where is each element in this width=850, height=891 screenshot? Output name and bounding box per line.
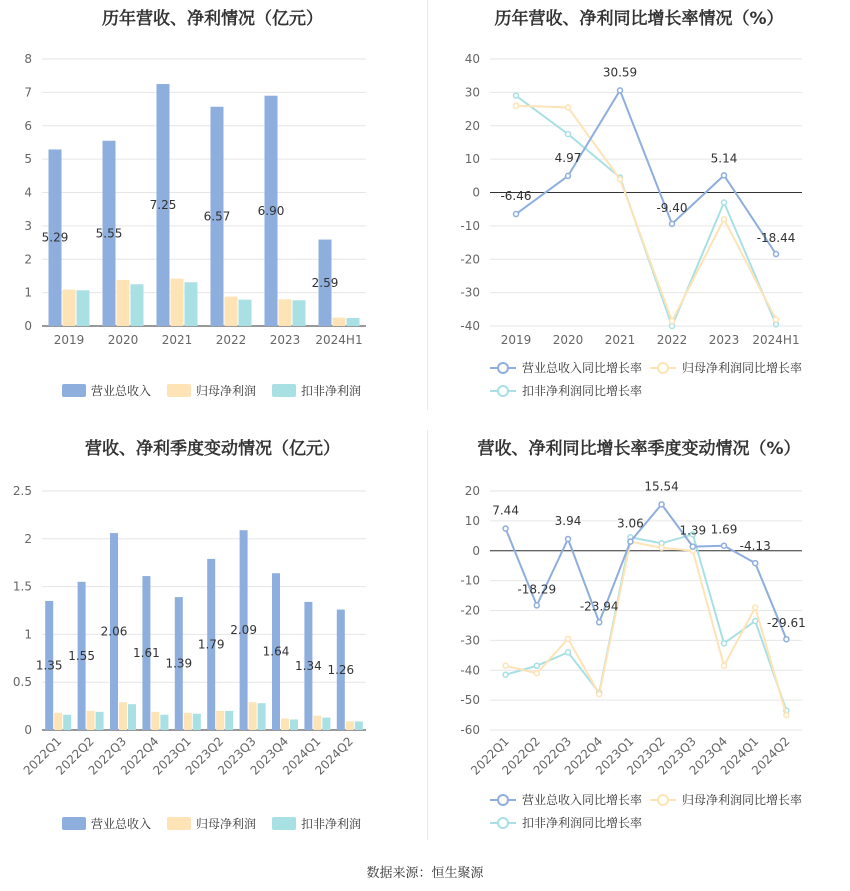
- chart-quarterly-growth: [428, 430, 850, 840]
- legend-swatch: [62, 817, 86, 830]
- line-data-label: 4.97: [554, 150, 582, 165]
- data-point: [514, 93, 519, 98]
- y-tick-label: 0.5: [12, 675, 32, 690]
- y-tick-label: 2.5: [12, 484, 32, 498]
- data-point: [722, 173, 727, 178]
- bar-data-label: 2.59: [311, 275, 339, 290]
- data-point: [774, 252, 779, 257]
- data-point: [566, 636, 571, 641]
- y-tick-label: 30: [464, 85, 480, 100]
- bar: [151, 712, 159, 730]
- bar: [322, 718, 330, 730]
- bar-data-label: 2.06: [100, 624, 128, 639]
- data-point: [534, 603, 539, 608]
- bar-data-label: 2.09: [230, 623, 257, 638]
- bar-data-label: 1.34: [295, 658, 322, 673]
- x-tick-label: 2021: [161, 333, 193, 347]
- chart-annual-revenue-profit: [0, 0, 425, 410]
- bar: [281, 719, 289, 730]
- x-tick-label: 2024Q2: [312, 734, 356, 778]
- bar-data-label: 1.61: [133, 646, 160, 661]
- y-tick-label: 1: [24, 285, 32, 300]
- y-tick-label: 7: [24, 85, 32, 100]
- y-tick-label: 2: [24, 252, 32, 267]
- data-point: [774, 317, 779, 322]
- data-point: [659, 545, 664, 550]
- y-tick-label: -60: [460, 723, 480, 737]
- chart-quarterly-revenue-profit: [0, 430, 425, 840]
- line-data-label: -18.29: [517, 582, 557, 597]
- data-point: [784, 713, 789, 718]
- bar: [87, 711, 95, 730]
- data-point: [670, 318, 675, 323]
- y-tick-label: -50: [460, 693, 480, 708]
- y-tick-label: 0: [24, 723, 32, 737]
- legend-swatch: [167, 384, 191, 397]
- data-point: [722, 663, 727, 668]
- bar: [239, 300, 252, 326]
- data-source: 数据来源：恒生聚源: [366, 866, 484, 881]
- series-line: [506, 534, 787, 710]
- bar-data-label: 7.25: [149, 198, 177, 213]
- legend-swatch: [62, 384, 86, 397]
- data-point: [503, 672, 508, 677]
- data-point: [774, 322, 779, 327]
- x-tick-label: 2021: [604, 333, 636, 347]
- y-tick-label: 0: [24, 319, 32, 333]
- data-point: [514, 103, 519, 108]
- data-point: [503, 663, 508, 668]
- bar: [290, 719, 298, 730]
- legend-label: 扣非净利润: [301, 384, 362, 398]
- chart-svg: [428, 430, 850, 840]
- data-point: [566, 105, 571, 110]
- series-line: [516, 96, 776, 326]
- bar: [216, 711, 224, 730]
- x-tick-label: 2019: [500, 333, 532, 347]
- y-tick-label: 3: [24, 218, 32, 233]
- x-tick-label: 2023Q4: [247, 734, 292, 778]
- x-tick-label: 2022Q4: [117, 734, 162, 778]
- bar: [131, 284, 144, 326]
- x-tick-label: 2022Q3: [85, 734, 130, 778]
- x-tick-label: 2023Q3: [215, 734, 259, 778]
- data-point: [566, 173, 571, 178]
- line-data-label: -23.94: [579, 599, 619, 614]
- data-point: [690, 544, 695, 549]
- data-point: [659, 502, 664, 507]
- data-point: [722, 217, 727, 222]
- x-tick-label: 2022: [215, 333, 247, 347]
- x-tick-label: 2023Q4: [686, 734, 731, 778]
- line-data-label: -6.46: [500, 189, 532, 204]
- y-tick-label: -30: [460, 633, 480, 648]
- vertical-divider: [427, 0, 428, 410]
- data-point: [514, 212, 519, 217]
- data-point: [503, 526, 508, 531]
- data-point: [534, 671, 539, 676]
- y-tick-label: -40: [460, 319, 480, 333]
- x-tick-label: 2023: [708, 333, 740, 347]
- chart-svg: [428, 0, 850, 410]
- y-tick-label: 20: [464, 118, 480, 133]
- bar: [160, 715, 168, 730]
- vertical-divider: [427, 430, 428, 840]
- bar: [63, 715, 71, 730]
- x-tick-label: 2024Q1: [717, 734, 762, 778]
- data-point: [753, 561, 758, 566]
- y-tick-label: 0: [472, 185, 480, 200]
- data-point: [670, 221, 675, 226]
- legend-label: 营业总收入同比增长率: [522, 793, 643, 807]
- x-tick-label: 2020: [107, 333, 139, 347]
- data-point: [722, 641, 727, 646]
- bar: [293, 300, 306, 326]
- line-data-label: 1.69: [710, 522, 738, 537]
- legend-label: 归母净利润同比增长率: [682, 361, 803, 375]
- x-tick-label: 2022Q1: [20, 734, 65, 778]
- legend-label: 归母净利润: [196, 384, 257, 398]
- x-tick-label: 2024Q1: [279, 734, 324, 778]
- bar: [249, 702, 257, 730]
- data-point: [566, 132, 571, 137]
- x-tick-label: 2023Q1: [150, 734, 194, 778]
- legend-label: 营业总收入同比增长率: [522, 361, 643, 375]
- bar: [225, 297, 238, 326]
- data-point: [628, 539, 633, 544]
- legend-marker: [498, 795, 508, 805]
- line-data-label: 30.59: [602, 65, 638, 80]
- data-point: [597, 692, 602, 697]
- x-tick-label: 2024H1: [315, 333, 363, 347]
- bar: [184, 713, 192, 730]
- bar-data-label: 1.64: [262, 644, 290, 659]
- bar: [279, 299, 292, 326]
- y-tick-label: 40: [464, 52, 480, 66]
- data-point: [753, 618, 758, 623]
- bar-data-label: 6.57: [203, 209, 231, 224]
- x-tick-label: 2024H1: [752, 333, 800, 347]
- bar: [355, 721, 363, 730]
- bar: [225, 711, 233, 730]
- x-tick-label: 2024Q2: [748, 734, 793, 778]
- legend-marker: [658, 363, 668, 373]
- line-data-label: -29.61: [767, 616, 806, 631]
- bar: [171, 279, 184, 326]
- x-tick-label: 2022Q1: [468, 734, 512, 778]
- line-data-label: 7.44: [492, 503, 519, 518]
- bar-data-label: 1.35: [35, 658, 63, 673]
- data-point: [722, 543, 727, 548]
- chart-title: 历年营收、净利情况（亿元）: [102, 9, 323, 29]
- x-tick-label: 2022: [656, 333, 688, 347]
- y-tick-label: -20: [460, 252, 480, 267]
- data-point: [753, 605, 758, 610]
- legend-label: 归母净利润同比增长率: [682, 793, 803, 807]
- legend-marker: [498, 363, 508, 373]
- data-point: [618, 88, 623, 93]
- bar: [258, 703, 266, 730]
- chart-svg: [0, 0, 425, 410]
- chart-annual-growth: [428, 0, 850, 410]
- x-tick-label: 2023Q2: [182, 734, 227, 778]
- y-tick-label: 5: [24, 152, 32, 167]
- x-tick-label: 2023: [269, 333, 301, 347]
- y-tick-label: 4: [24, 185, 32, 200]
- line-data-label: -18.44: [756, 231, 796, 246]
- legend-marker: [498, 386, 508, 396]
- bar: [333, 318, 346, 326]
- bar: [119, 702, 127, 730]
- y-tick-label: 20: [464, 484, 480, 498]
- line-data-label: 1.39: [679, 523, 707, 538]
- line-data-label: 15.54: [644, 479, 679, 494]
- data-point: [534, 663, 539, 668]
- x-tick-label: 2022Q4: [561, 734, 606, 778]
- chart-title: 历年营收、净利同比增长率情况（%）: [494, 9, 784, 29]
- bar-data-label: 6.90: [257, 203, 285, 218]
- data-point: [784, 637, 789, 642]
- x-tick-label: 2023Q3: [655, 734, 699, 778]
- bar-data-label: 5.55: [95, 226, 123, 241]
- bar-data-label: 1.79: [197, 637, 225, 652]
- line-data-label: -4.13: [739, 539, 771, 554]
- legend-marker: [498, 818, 508, 828]
- data-point: [618, 177, 623, 182]
- y-tick-label: -20: [460, 603, 480, 618]
- data-point: [722, 200, 727, 205]
- legend-label: 归母净利润: [196, 817, 257, 831]
- bar-data-label: 1.39: [165, 656, 193, 671]
- series-line: [506, 542, 787, 715]
- legend-marker: [658, 795, 668, 805]
- series-line: [516, 90, 776, 254]
- bar: [347, 318, 360, 326]
- legend-label: 扣非净利润同比增长率: [522, 384, 643, 398]
- bar-data-label: 1.55: [68, 648, 95, 663]
- x-tick-label: 2022Q3: [530, 734, 575, 778]
- chart-title: 营收、净利季度变动情况（亿元）: [85, 439, 340, 459]
- y-tick-label: 1: [24, 627, 32, 642]
- y-tick-label: 0: [472, 543, 480, 558]
- y-tick-label: 8: [24, 52, 32, 66]
- bar: [117, 280, 130, 326]
- bar: [313, 716, 321, 730]
- legend-swatch: [272, 817, 296, 830]
- bar: [185, 282, 198, 326]
- y-tick-label: 1.5: [12, 579, 32, 594]
- bar: [54, 713, 62, 730]
- y-tick-label: 2: [24, 531, 32, 546]
- chart-title: 营收、净利同比增长率季度变动情况（%）: [477, 439, 801, 459]
- y-tick-label: -10: [460, 573, 480, 588]
- line-data-label: 3.06: [617, 516, 644, 531]
- x-tick-label: 2022Q2: [499, 734, 543, 778]
- data-point: [566, 536, 571, 541]
- data-point: [597, 620, 602, 625]
- legend-label: 扣非净利润: [301, 817, 362, 831]
- legend-label: 扣非净利润同比增长率: [522, 816, 643, 830]
- y-tick-label: -30: [460, 285, 480, 300]
- line-data-label: 3.94: [554, 513, 582, 528]
- series-line: [506, 504, 787, 639]
- bar: [63, 290, 76, 326]
- series-line: [516, 106, 776, 321]
- bar-data-label: 1.26: [327, 662, 355, 677]
- x-tick-label: 2023Q2: [624, 734, 668, 778]
- legend-label: 营业总收入: [91, 384, 152, 398]
- x-tick-label: 2019: [53, 333, 85, 347]
- data-point: [670, 324, 675, 329]
- x-tick-label: 2020: [552, 333, 584, 347]
- y-tick-label: 10: [464, 152, 480, 167]
- x-tick-label: 2023Q1: [592, 734, 637, 778]
- chart-svg: [0, 430, 425, 840]
- y-tick-label: 6: [24, 118, 32, 133]
- bar: [128, 704, 136, 730]
- legend-label: 营业总收入: [91, 817, 152, 831]
- bar: [77, 290, 90, 326]
- bar: [96, 712, 104, 730]
- bar: [346, 721, 354, 730]
- legend-swatch: [167, 817, 191, 830]
- line-data-label: 5.14: [710, 151, 738, 166]
- bar-data-label: 5.29: [41, 230, 69, 245]
- legend-swatch: [272, 384, 296, 397]
- x-tick-label: 2022Q2: [53, 734, 97, 778]
- y-tick-label: -40: [460, 663, 480, 678]
- line-data-label: -9.40: [656, 200, 688, 215]
- y-tick-label: 10: [464, 513, 480, 528]
- y-tick-label: -10: [460, 218, 480, 233]
- data-point: [566, 650, 571, 655]
- bar: [193, 714, 201, 730]
